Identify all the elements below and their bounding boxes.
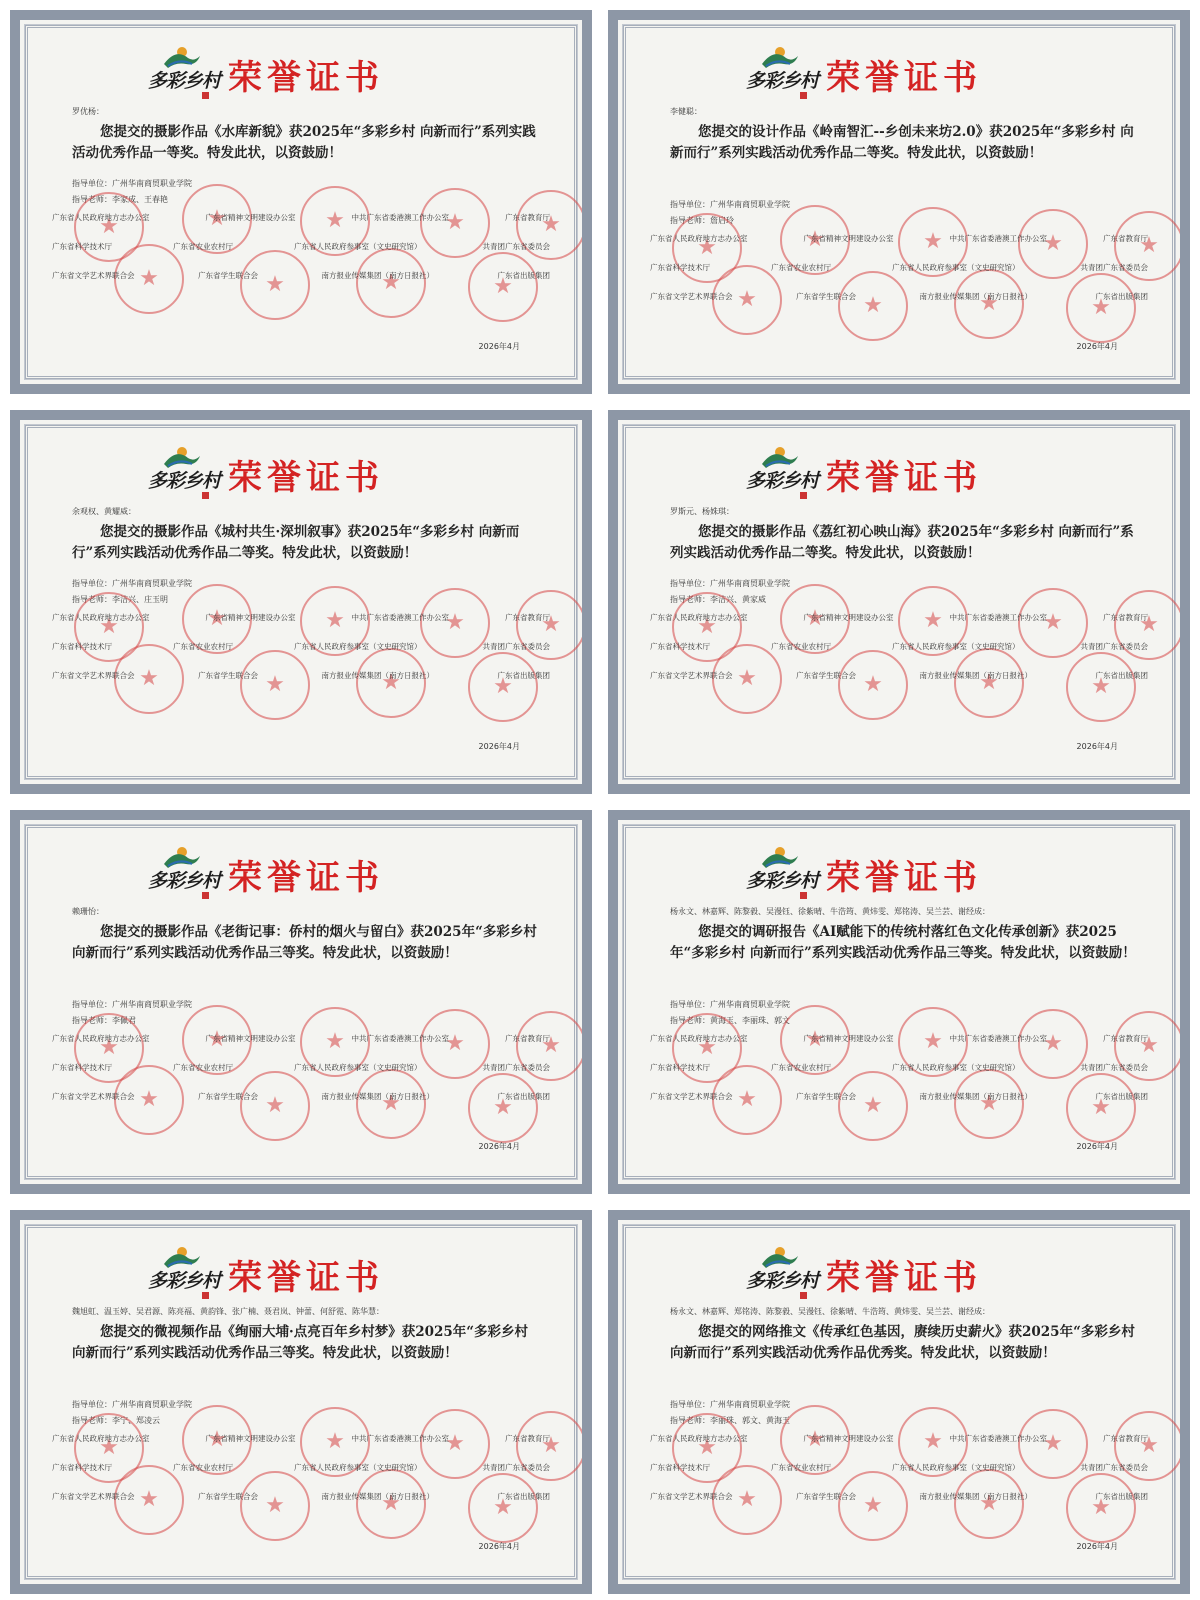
organizer-name: 南方报业传媒集团（南方日报社） — [919, 671, 1032, 680]
organizer-row — [52, 670, 550, 684]
organizer-name: 广东省出版集团 — [1095, 292, 1148, 301]
organizer-row — [650, 1033, 1148, 1047]
organizer-name: 广东省精神文明建设办公室 — [205, 613, 296, 622]
organizer-name: 广东省人民政府地方志办公室 — [650, 234, 748, 243]
organizer-name: 广东省农业农村厅 — [771, 263, 831, 272]
guide-unit — [670, 1399, 790, 1410]
guide-unit — [72, 178, 192, 189]
issue-date: 2026年4月 — [478, 1542, 520, 1551]
organizer-name: 广东省人民政府参事室（文史研究馆） — [892, 1463, 1020, 1472]
organizer-row — [650, 291, 1148, 305]
certificate-4 — [608, 410, 1190, 794]
guide-unit — [72, 578, 192, 589]
organizer-name: 广东省出版集团 — [1095, 1092, 1148, 1101]
organizer-name: 中共广东省委港澳工作办公室 — [949, 1434, 1047, 1443]
recipient-names: 罗优杨： — [72, 107, 104, 116]
organizer-row — [52, 241, 550, 255]
certificate-title: 荣誉证书 — [228, 58, 384, 98]
organizer-name: 广东省人民政府地方志办公室 — [650, 1434, 748, 1443]
recipient-names: 赖珊怡： — [72, 907, 104, 916]
guide-teacher: 指导老师：李洁兴、黄家威 — [670, 595, 766, 604]
organizer-list — [650, 612, 1148, 699]
brand-logo — [736, 1242, 819, 1302]
organizer-name: 共青团广东省委员会 — [1080, 263, 1148, 272]
certificate-header — [42, 442, 560, 502]
organizer-name: 广东省教育厅 — [505, 1434, 550, 1443]
organizer-name: 广东省学生联合会 — [796, 292, 856, 301]
guide-unit-label: 指导单位： — [72, 1400, 112, 1409]
organizer-row — [650, 1091, 1148, 1105]
guide-unit-name: 广州华南商贸职业学院 — [112, 1000, 192, 1009]
award-text — [670, 1322, 1140, 1364]
organizer-name: 广东省学生联合会 — [796, 671, 856, 680]
organizer-name: 广东省人民政府地方志办公室 — [52, 1434, 150, 1443]
organizer-name: 中共广东省委港澳工作办公室 — [949, 1034, 1047, 1043]
organizer-row — [650, 1462, 1148, 1476]
issue-date: 2026年4月 — [478, 742, 520, 751]
certificate-title: 荣誉证书 — [826, 1258, 982, 1298]
guide-unit-label: 指导单位： — [670, 200, 710, 209]
certificate-title: 荣誉证书 — [228, 1258, 384, 1298]
organizer-list — [52, 1433, 550, 1520]
guide-unit — [72, 999, 192, 1010]
recipient-names: 余观权、黄耀威： — [72, 507, 136, 516]
organizer-name: 南方报业传媒集团（南方日报社） — [321, 271, 434, 280]
organizer-name: 广东省教育厅 — [1103, 234, 1148, 243]
guide-unit-label: 指导单位： — [670, 579, 710, 588]
organizer-name: 共青团广东省委员会 — [482, 1463, 550, 1472]
organizer-row — [52, 270, 550, 284]
guide-unit-label: 指导单位： — [72, 179, 112, 188]
award-text-content: 您提交的摄影作品《水库新貌》获2025年“多彩乡村 向新而行”系列实践活动优秀作品一等奖。特发此状，以资鼓励！ — [72, 124, 536, 161]
organizer-name: 共青团广东省委员会 — [1080, 642, 1148, 651]
certificate-2 — [608, 10, 1190, 394]
organizer-name: 广东省出版集团 — [497, 1492, 550, 1501]
organizer-name: 广东省精神文明建设办公室 — [803, 1434, 894, 1443]
issue-date: 2026年4月 — [1076, 342, 1118, 351]
organizer-name: 广东省学生联合会 — [198, 271, 258, 280]
organizer-row — [650, 612, 1148, 626]
award-text — [670, 922, 1140, 964]
certificate-title: 荣誉证书 — [228, 858, 384, 898]
certificate-3 — [10, 410, 592, 794]
guide-unit — [670, 999, 790, 1010]
brand-logo-text: 多彩乡村 — [746, 470, 819, 492]
guide-unit-name: 广州华南商贸职业学院 — [710, 200, 790, 209]
organizer-list — [650, 233, 1148, 320]
certificate-inner — [640, 840, 1158, 1172]
organizer-row — [650, 233, 1148, 247]
organizer-row — [650, 1491, 1148, 1505]
guide-teacher: 指导老师：李宁、郑凌云 — [72, 1416, 160, 1425]
organizer-name: 广东省人民政府参事室（文史研究馆） — [892, 1063, 1020, 1072]
guide-teacher: 指导老师：李家成、王春艳 — [72, 195, 168, 204]
certificate-header — [640, 1242, 1158, 1302]
organizer-name: 广东省教育厅 — [505, 1034, 550, 1043]
award-text-content: 您提交的设计作品《岭南智汇--乡创未来坊2.0》获2025年“多彩乡村 向新而行”系列实践活动优秀作品二等奖。特发此状，以资鼓励！ — [670, 124, 1134, 161]
guide-unit-label: 指导单位： — [670, 1400, 710, 1409]
organizer-name: 广东省人民政府地方志办公室 — [52, 1034, 150, 1043]
organizer-name: 广东省农业农村厅 — [173, 1463, 233, 1472]
organizer-name: 共青团广东省委员会 — [1080, 1063, 1148, 1072]
award-text — [72, 122, 542, 164]
organizer-row — [650, 641, 1148, 655]
organizer-name: 广东省科学技术厅 — [52, 642, 112, 651]
organizer-name: 南方报业传媒集团（南方日报社） — [321, 1092, 434, 1101]
organizer-name: 广东省学生联合会 — [796, 1092, 856, 1101]
organizer-name: 南方报业传媒集团（南方日报社） — [919, 1092, 1032, 1101]
organizer-name: 广东省学生联合会 — [198, 1092, 258, 1101]
organizer-name: 广东省文学艺术界联合会 — [650, 292, 733, 301]
organizer-name: 广东省科学技术厅 — [650, 1463, 710, 1472]
certificate-header — [42, 842, 560, 902]
organizer-name: 广东省农业农村厅 — [771, 642, 831, 651]
certificate-inner — [42, 40, 560, 372]
organizer-name: 广东省文学艺术界联合会 — [52, 1092, 135, 1101]
organizer-row — [52, 1491, 550, 1505]
brand-logo-text: 多彩乡村 — [148, 1270, 221, 1292]
certificate-6 — [608, 810, 1190, 1194]
certificate-title: 荣誉证书 — [826, 458, 982, 498]
issue-date: 2026年4月 — [1076, 1142, 1118, 1151]
brand-logo — [736, 842, 819, 902]
award-text — [72, 922, 542, 964]
organizer-list — [52, 612, 550, 699]
award-text-content: 您提交的微视频作品《绚丽大埔·点亮百年乡村梦》获2025年“多彩乡村 向新而行”系列实践活动优秀作品三等奖。特发此状，以资鼓励！ — [72, 1324, 529, 1361]
guide-teacher: 指导老师：李洁兴、庄玉明 — [72, 595, 168, 604]
guide-unit-name: 广州华南商贸职业学院 — [112, 179, 192, 188]
organizer-row — [650, 262, 1148, 276]
organizer-row — [52, 1091, 550, 1105]
award-text-content: 您提交的网络推文《传承红色基因，赓续历史薪火》获2025年“多彩乡村 向新而行”系列实践活动优秀作品优秀奖。特发此状，以资鼓励！ — [670, 1324, 1135, 1361]
brand-logo-text: 多彩乡村 — [746, 70, 819, 92]
organizer-row — [52, 641, 550, 655]
organizer-name: 广东省教育厅 — [1103, 613, 1148, 622]
guide-teacher: 指导老师：黄海玉、李丽珠、郭文 — [670, 1016, 790, 1025]
certificate-title: 荣誉证书 — [826, 858, 982, 898]
guide-unit — [72, 1399, 192, 1410]
brand-logo-text: 多彩乡村 — [746, 1270, 819, 1292]
organizer-list — [650, 1433, 1148, 1520]
organizer-name: 中共广东省委港澳工作办公室 — [351, 1434, 449, 1443]
guide-unit — [670, 199, 790, 210]
organizer-name: 广东省文学艺术界联合会 — [650, 671, 733, 680]
organizer-name: 广东省出版集团 — [1095, 1492, 1148, 1501]
organizer-name: 广东省农业农村厅 — [771, 1063, 831, 1072]
organizer-name: 广东省人民政府地方志办公室 — [650, 1034, 748, 1043]
organizer-name: 广东省教育厅 — [1103, 1434, 1148, 1443]
certificate-inner — [42, 440, 560, 772]
organizer-name: 广东省精神文明建设办公室 — [205, 1434, 296, 1443]
issue-date: 2026年4月 — [1076, 742, 1118, 751]
organizer-name: 南方报业传媒集团（南方日报社） — [321, 1492, 434, 1501]
organizer-name: 南方报业传媒集团（南方日报社） — [321, 671, 434, 680]
organizer-name: 广东省文学艺术界联合会 — [52, 671, 135, 680]
organizer-name: 广东省人民政府地方志办公室 — [52, 613, 150, 622]
organizer-name: 广东省出版集团 — [1095, 671, 1148, 680]
guide-unit — [670, 578, 790, 589]
organizer-name: 广东省人民政府地方志办公室 — [52, 213, 150, 222]
guide-unit-name: 广州华南商贸职业学院 — [112, 1400, 192, 1409]
organizer-name: 广东省文学艺术界联合会 — [650, 1092, 733, 1101]
organizer-row — [52, 1033, 550, 1047]
certificate-inner — [42, 1240, 560, 1572]
organizer-name: 广东省人民政府参事室（文史研究馆） — [294, 642, 422, 651]
recipient-names: 魏旭虹、温玉婷、吴君源、陈亮福、黄韵锋、张广楠、聂君岚、钟蕾、何舒霓、陈华慧： — [72, 1307, 384, 1316]
certificate-inner — [640, 40, 1158, 372]
recipient-names: 罗斯元、杨姝琪： — [670, 507, 734, 516]
organizer-name: 广东省科学技术厅 — [650, 642, 710, 651]
award-text — [670, 122, 1140, 164]
organizer-name: 广东省农业农村厅 — [173, 642, 233, 651]
organizer-name: 广东省人民政府参事室（文史研究馆） — [892, 642, 1020, 651]
recipient-names: 杨永文、林嘉辉、陈黎毅、吴漫钰、徐紫晴、牛浩筠、黄炜雯、郑铭涛、吴兰芸、谢经成： — [670, 907, 990, 916]
certificate-title: 荣誉证书 — [228, 458, 384, 498]
guide-unit-label: 指导单位： — [72, 1000, 112, 1009]
certificate-8 — [608, 1210, 1190, 1594]
brand-logo-text: 多彩乡村 — [148, 70, 221, 92]
brand-logo-text: 多彩乡村 — [746, 870, 819, 892]
guide-unit-label: 指导单位： — [72, 579, 112, 588]
issue-date: 2026年4月 — [1076, 1542, 1118, 1551]
organizer-name: 广东省学生联合会 — [198, 1492, 258, 1501]
organizer-name: 广东省文学艺术界联合会 — [52, 271, 135, 280]
certificate-header — [640, 442, 1158, 502]
organizer-name: 广东省农业农村厅 — [173, 242, 233, 251]
organizer-row — [650, 1062, 1148, 1076]
issue-date: 2026年4月 — [478, 1142, 520, 1151]
guide-unit-name: 广州华南商贸职业学院 — [710, 1000, 790, 1009]
certificate-inner — [640, 1240, 1158, 1572]
award-text — [72, 1322, 542, 1364]
award-text — [670, 522, 1140, 564]
organizer-name: 广东省人民政府参事室（文史研究馆） — [294, 242, 422, 251]
guide-teacher: 指导老师：李丽珠、郭文、黄海玉 — [670, 1416, 790, 1425]
recipient-names: 杨永文、林嘉辉、郑铭涛、陈黎毅、吴漫钰、徐紫晴、牛浩筠、黄炜雯、吴兰芸、谢经成： — [670, 1307, 990, 1316]
organizer-row — [52, 1462, 550, 1476]
brand-logo-text: 多彩乡村 — [148, 470, 221, 492]
guide-teacher: 指导老师：李佩君 — [72, 1016, 136, 1025]
organizer-list — [52, 1033, 550, 1120]
brand-logo-text: 多彩乡村 — [148, 870, 221, 892]
organizer-name: 共青团广东省委员会 — [482, 642, 550, 651]
organizer-name: 南方报业传媒集团（南方日报社） — [919, 1492, 1032, 1501]
brand-logo — [138, 442, 221, 502]
guide-unit-name: 广州华南商贸职业学院 — [112, 579, 192, 588]
guide-unit-name: 广州华南商贸职业学院 — [710, 1400, 790, 1409]
organizer-name: 广东省农业农村厅 — [173, 1063, 233, 1072]
organizer-name: 广东省文学艺术界联合会 — [52, 1492, 135, 1501]
organizer-name: 广东省出版集团 — [497, 1092, 550, 1101]
organizer-name: 广东省人民政府参事室（文史研究馆） — [294, 1463, 422, 1472]
organizer-name: 广东省文学艺术界联合会 — [650, 1492, 733, 1501]
certificate-1 — [10, 10, 592, 394]
brand-logo — [138, 1242, 221, 1302]
organizer-name: 广东省学生联合会 — [198, 671, 258, 680]
organizer-name: 共青团广东省委员会 — [482, 1063, 550, 1072]
organizer-name: 广东省出版集团 — [497, 271, 550, 280]
brand-logo — [138, 42, 221, 102]
organizer-name: 广东省精神文明建设办公室 — [803, 613, 894, 622]
organizer-row — [52, 612, 550, 626]
brand-logo — [736, 42, 819, 102]
organizer-name: 广东省教育厅 — [1103, 1034, 1148, 1043]
certificate-inner — [42, 840, 560, 1172]
certificate-header — [640, 42, 1158, 102]
organizer-row — [52, 212, 550, 226]
organizer-name: 共青团广东省委员会 — [1080, 1463, 1148, 1472]
issue-date: 2026年4月 — [478, 342, 520, 351]
organizer-name: 中共广东省委港澳工作办公室 — [351, 1034, 449, 1043]
organizer-name: 广东省科学技术厅 — [650, 1063, 710, 1072]
brand-logo — [138, 842, 221, 902]
certificate-header — [42, 1242, 560, 1302]
guide-unit-name: 广州华南商贸职业学院 — [710, 579, 790, 588]
organizer-name: 广东省科学技术厅 — [52, 1463, 112, 1472]
organizer-row — [52, 1062, 550, 1076]
organizer-list — [650, 1033, 1148, 1120]
organizer-name: 广东省精神文明建设办公室 — [205, 1034, 296, 1043]
certificate-7 — [10, 1210, 592, 1594]
organizer-name: 广东省精神文明建设办公室 — [205, 213, 296, 222]
organizer-name: 广东省科学技术厅 — [650, 263, 710, 272]
guide-teacher: 指导老师：詹启玲 — [670, 216, 734, 225]
organizer-name: 广东省人民政府参事室（文史研究馆） — [294, 1063, 422, 1072]
organizer-row — [650, 670, 1148, 684]
certificate-title: 荣誉证书 — [826, 58, 982, 98]
organizer-name: 南方报业传媒集团（南方日报社） — [919, 292, 1032, 301]
certificate-5 — [10, 810, 592, 1194]
organizer-name: 广东省精神文明建设办公室 — [803, 234, 894, 243]
organizer-name: 广东省精神文明建设办公室 — [803, 1034, 894, 1043]
organizer-row — [650, 1433, 1148, 1447]
certificate-header — [640, 842, 1158, 902]
organizer-name: 共青团广东省委员会 — [482, 242, 550, 251]
organizer-name: 广东省教育厅 — [505, 213, 550, 222]
award-text-content: 您提交的调研报告《AI赋能下的传统村落红色文化传承创新》获2025年“多彩乡村 向新而行”系列实践活动优秀作品三等奖。特发此状，以资鼓励！ — [670, 924, 1136, 961]
organizer-list — [52, 212, 550, 299]
award-text — [72, 522, 542, 564]
brand-logo — [736, 442, 819, 502]
organizer-name: 中共广东省委港澳工作办公室 — [949, 613, 1047, 622]
organizer-name: 中共广东省委港澳工作办公室 — [351, 613, 449, 622]
award-text-content: 您提交的摄影作品《荔红初心映山海》获2025年“多彩乡村 向新而行”系列实践活动优秀作品二等奖。特发此状，以资鼓励！ — [670, 524, 1134, 561]
organizer-name: 广东省农业农村厅 — [771, 1463, 831, 1472]
organizer-row — [52, 1433, 550, 1447]
award-text-content: 您提交的摄影作品《城村共生·深圳叙事》获2025年“多彩乡村 向新而行”系列实践活动优秀作品二等奖。特发此状，以资鼓励！ — [72, 524, 520, 561]
award-text-content: 您提交的摄影作品《老街记事：侨村的烟火与留白》获2025年“多彩乡村 向新而行”系列实践活动优秀作品三等奖。特发此状，以资鼓励！ — [72, 924, 537, 961]
organizer-name: 中共广东省委港澳工作办公室 — [949, 234, 1047, 243]
organizer-name: 广东省科学技术厅 — [52, 1063, 112, 1072]
recipient-names: 李健聪： — [670, 107, 702, 116]
organizer-name: 广东省科学技术厅 — [52, 242, 112, 251]
certificate-header — [42, 42, 560, 102]
organizer-name: 广东省人民政府参事室（文史研究馆） — [892, 263, 1020, 272]
organizer-name: 广东省人民政府地方志办公室 — [650, 613, 748, 622]
organizer-name: 广东省出版集团 — [497, 671, 550, 680]
organizer-name: 广东省教育厅 — [505, 613, 550, 622]
certificate-inner — [640, 440, 1158, 772]
organizer-name: 广东省学生联合会 — [796, 1492, 856, 1501]
guide-unit-label: 指导单位： — [670, 1000, 710, 1009]
organizer-name: 中共广东省委港澳工作办公室 — [351, 213, 449, 222]
